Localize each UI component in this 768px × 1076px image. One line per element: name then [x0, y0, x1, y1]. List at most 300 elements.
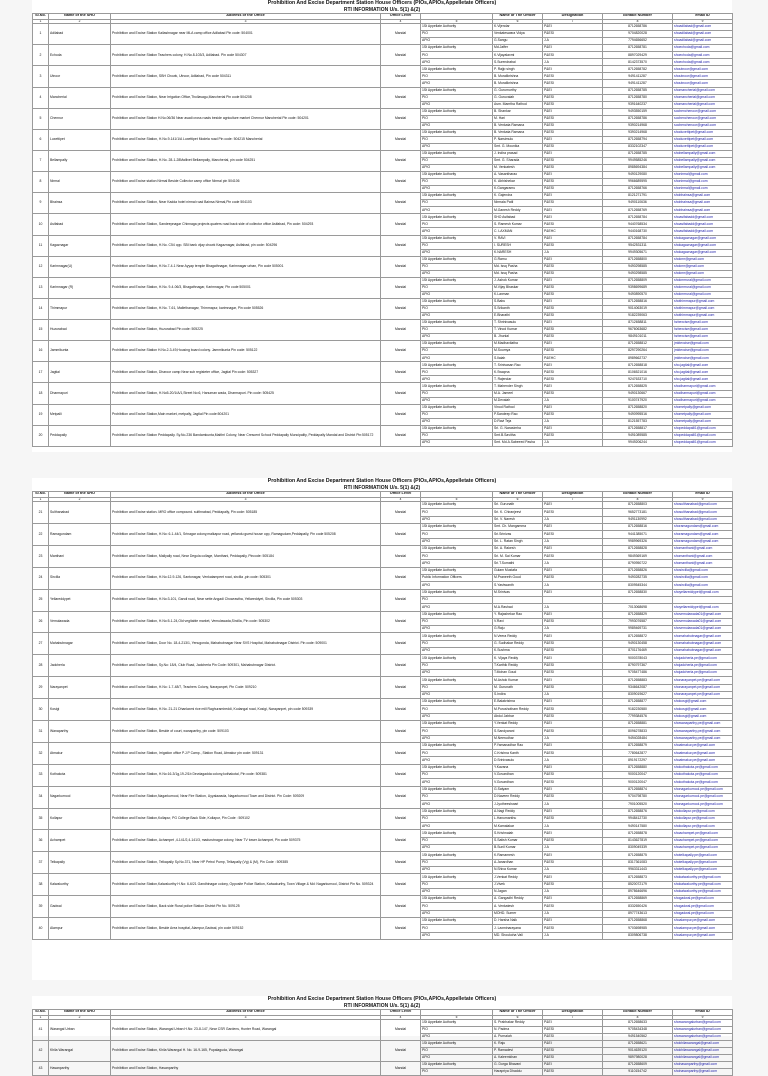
officer-name: Sri.Srinivas — [493, 531, 543, 538]
office-level: Mandal — [381, 896, 421, 918]
office-address: Prohibition and Excise Station, H.No:5-1-24,Old vegitable market, Vemulawada,Sircilla, Pin code: 505302 — [111, 611, 381, 633]
officer-role: 1St Appellate Authority — [421, 721, 493, 728]
serial-number: 1 — [33, 24, 49, 45]
contact-number: 8701176469 — [603, 648, 673, 655]
column-header: contact Number — [603, 14, 673, 20]
contact-number: 8297290264 — [603, 348, 673, 355]
table-row — [33, 786, 733, 793]
officer-name: A. Gangadhi Reddy — [493, 896, 543, 903]
officer-name: J. Ashok Kumar — [493, 277, 543, 284]
designation: P&ESI — [543, 313, 603, 320]
officer-name: Md. Issq Pasha — [493, 270, 543, 277]
officer-name: Smt. Ch. Mangamma — [493, 523, 543, 530]
officer-role: PIO — [421, 369, 493, 376]
officer-name: M.Madhavilatha — [493, 341, 543, 348]
officer-name: N.Veera Reddy — [493, 633, 543, 640]
officer-name: J.Vivek — [493, 881, 543, 888]
designation: P&ESI — [543, 713, 603, 720]
officer-name: V.Ravi — [493, 618, 543, 625]
officer-role: APIO — [421, 779, 493, 786]
officer-role: APIO — [421, 291, 493, 298]
office-level: Mandal — [381, 362, 421, 383]
contact-number: 8977743613 — [603, 910, 673, 917]
designation: P&ESI — [543, 31, 603, 38]
office-level: Mandal — [381, 298, 421, 319]
office-address: Prohibition and Excise Station, SBH Chowk, Utnoor, Adilabad, Pin code 504311 — [111, 66, 381, 87]
officer-role: PIO — [421, 284, 493, 291]
officer-role: APIO — [421, 866, 493, 873]
contact-number: 9490890570 — [603, 291, 673, 298]
sho-name: Mahabubnagar — [49, 633, 111, 655]
officer-role: PIO — [421, 221, 493, 228]
officer-role: PIO — [421, 73, 493, 80]
contact-number: 9490130458 — [603, 640, 673, 647]
officer-name: D.Srinivasulu — [493, 757, 543, 764]
email-id: shoduxettipet@gmail.com — [673, 136, 733, 143]
officer-role: 1St Appellate Authority — [421, 545, 493, 552]
contact-number: 7794656652 — [603, 38, 673, 45]
office-level: Mandal — [381, 235, 421, 256]
serial-number: 39 — [33, 896, 49, 918]
office-level: Mandal — [381, 87, 421, 108]
officer-role: APIO — [421, 691, 493, 698]
officer-role: Public Information Officers — [421, 575, 493, 582]
table-row — [33, 24, 733, 31]
designation: P&ESI — [543, 662, 603, 669]
sho-name: Dharmapuri — [49, 383, 111, 404]
office-level: Mandal — [381, 425, 421, 446]
office-level: Mandal — [381, 1062, 421, 1076]
officer-role: PIO — [421, 881, 493, 888]
officer-name: I. SURESH — [493, 242, 543, 249]
email-id: shonarayanpet.pe@gmail.com — [673, 691, 733, 698]
email-id: shothimmapur@gmail.com — [673, 313, 733, 320]
designation: P&ESI — [543, 186, 603, 193]
office-level: Mandal — [381, 214, 421, 235]
email-id: shojadcherla.pe@gmail.com — [673, 655, 733, 662]
officer-role: APIO — [421, 516, 493, 523]
column-number: 5 — [421, 19, 493, 24]
contact-number: 8712658816 — [603, 298, 673, 305]
office-address: Prohibition and Excise Station, H.No. 7-61, Mallethanagar, Thimmapur, karimnagar, Pin code 505526 — [111, 298, 381, 319]
officer-role: PIO — [421, 772, 493, 779]
designation: P&ESI — [543, 531, 603, 538]
officer-name: G. Guruvaiah — [493, 94, 543, 101]
column-number: 9 — [673, 1015, 733, 1020]
sheet-page-3 — [32, 996, 732, 1074]
contact-number: 9490995516 — [603, 411, 673, 418]
contact-number: 8712658812 — [603, 341, 673, 348]
office-address: Prohibition and Excise Station, Door No. 18-4-213/1, Yenugonda, Mahabubnagar Near SVS Hospital, Mahabubnagar District. Pin code: 509001 — [111, 633, 381, 655]
document-subtitle: RTI INFORMATION U/s. 5(1) &(2) — [343, 7, 421, 13]
sho-name: Vemulawada — [49, 611, 111, 633]
designation: P&EI — [543, 830, 603, 837]
designation: J.A — [543, 866, 603, 873]
table-row — [33, 320, 733, 327]
designation: J.A — [543, 691, 603, 698]
column-number: 6 — [493, 19, 543, 24]
office-address: Prohibition and Excise Station, H.No.7-4-1 Near Ayyap temple Bhagathnagar, Karimnagar urban, Pin code 505001 — [111, 256, 381, 277]
contact-number: 8790797367 — [603, 662, 673, 669]
table-row — [33, 874, 733, 881]
table-row — [33, 193, 733, 200]
email-id: shomahabubnagar@gmail.com — [673, 640, 733, 647]
email-id: hzbexcise@gmail.com — [673, 334, 733, 341]
contact-number: 9000120047 — [603, 772, 673, 779]
officer-role: PIO — [421, 115, 493, 122]
sho-name: Gadwal — [49, 896, 111, 918]
officer-name: M.Vijay Bhaskar — [493, 284, 543, 291]
contact-number: 9949206244 — [603, 439, 673, 446]
column-header: Name of The Officer — [493, 492, 543, 498]
officer-name: N.Jagan — [493, 888, 543, 895]
designation: P&EI — [543, 362, 603, 369]
office-level: Mandal — [381, 545, 421, 567]
contact-number: 8712658868 — [603, 918, 673, 925]
contact-number: 8712658876 — [603, 808, 673, 815]
designation: P&ESI — [543, 369, 603, 376]
designation: P&EI — [543, 1041, 603, 1048]
designation: P&ESI — [543, 779, 603, 786]
sho-name: Yellareddypet — [49, 589, 111, 611]
contact-number: 9705434348 — [603, 1027, 673, 1034]
email-id: shokosgi@gmail.com — [673, 706, 733, 713]
officer-name: S.Babu — [493, 298, 543, 305]
column-number: 7 — [543, 19, 603, 24]
officer-role: PIO — [421, 859, 493, 866]
designation: P&ESI — [543, 648, 603, 655]
email-id: hzbexcise@gmail.com — [673, 320, 733, 327]
office-address: Prohibition and Excise Station, H.No.9-141/1/A Luxettipet Modela road Pin code: 504215 Mancherial — [111, 129, 381, 150]
contact-number: 7993076587 — [603, 618, 673, 625]
email-id: shoadilabad@gmail.com — [673, 38, 733, 45]
email-id: shoasifabadd@gmail.com — [673, 214, 733, 221]
officer-role: PIO — [421, 411, 493, 418]
designation: P&EI — [543, 589, 603, 596]
designation: P&EI — [543, 207, 603, 214]
office-address: Prohibition and Excise Station,Kollapur, PG College Back Side, Kollapur, Pin Code : 509102 — [111, 808, 381, 830]
column-number: 1 — [33, 1015, 49, 1020]
contact-number: 8712658879 — [603, 742, 673, 749]
contact-number: 8143627819 — [603, 837, 673, 844]
serial-number: 19 — [33, 404, 49, 425]
serial-number: 26 — [33, 611, 49, 633]
column-number: 8 — [603, 19, 673, 24]
officer-name: Asm. Mamtha Rathod — [493, 101, 543, 108]
contact-number: 8712658786 — [603, 115, 673, 122]
designation: P&EI — [543, 545, 603, 552]
document-subtitle: RTI INFORMATION U/s. 5(1) &(2) — [343, 485, 421, 491]
office-level: Mandal — [381, 918, 421, 940]
sheet-page-1 — [32, 0, 732, 452]
office-address: Prohibition and Excise Station, Near Irrigation Office,Thollavagu,Mancherial Pin code 504208 — [111, 87, 381, 108]
designation: P&EI — [543, 567, 603, 574]
contact-number: 9493550159 — [603, 108, 673, 115]
serial-number: 34 — [33, 786, 49, 808]
officer-role: APIO — [421, 101, 493, 108]
column-header: Sl.No. — [33, 14, 49, 20]
table-row — [33, 1062, 733, 1069]
table-row — [33, 277, 733, 284]
officer-name: Smt.B.Savitha — [493, 432, 543, 439]
serial-number: 14 — [33, 298, 49, 319]
contact-number: 9014639120 — [603, 1048, 673, 1055]
officer-name: G.Satyam — [493, 786, 543, 793]
officer-role: PIO — [421, 531, 493, 538]
email-id: shogadwal.pe@gmail.com — [673, 903, 733, 910]
email-id: shoramagundam@gmail.com — [673, 538, 733, 545]
designation: P&ESI — [543, 815, 603, 822]
designation: P&ESI — [543, 52, 603, 59]
officer-role: 1St Appellate Authority — [421, 699, 493, 706]
officer-role: APIO — [421, 801, 493, 808]
contact-number: 9966689595 — [603, 179, 673, 186]
officer-name: S.Krishnaiah — [493, 830, 543, 837]
office-level: Mandal — [381, 764, 421, 786]
officer-name: D.Naveen Reddy — [493, 793, 543, 800]
officer-role: PIO — [421, 94, 493, 101]
email-id: shobellampally@gmail.com — [673, 150, 733, 157]
email-id: shokagaznagar@gmail.com — [673, 235, 733, 242]
email-id: shohasanparthy@gmail.com — [673, 1069, 733, 1076]
officer-role: PIO — [421, 837, 493, 844]
officer-role: 1St Appellate Authority — [421, 786, 493, 793]
column-number: 8 — [603, 497, 673, 502]
office-level: Mandal — [381, 193, 421, 214]
column-number: 5 — [421, 497, 493, 502]
contact-number: 9989469731 — [603, 626, 673, 633]
contact-number: 9949305671 — [603, 249, 673, 256]
column-header: Office Level — [381, 14, 421, 20]
officer-name: M.Neerudhar — [493, 735, 543, 742]
column-number: 4 — [381, 1015, 421, 1020]
designation: P&ESI — [543, 793, 603, 800]
email-id: shokollapur.pe@gmail.com — [673, 808, 733, 815]
officer-role: PIO — [421, 31, 493, 38]
table-row — [33, 214, 733, 221]
column-number: 3 — [111, 1015, 381, 1020]
designation: P&ESI — [543, 640, 603, 647]
designation: P&ESI — [543, 837, 603, 844]
email-id: shoyellareddypet@gmail.com — [673, 589, 733, 596]
office-address: Prohibition and Excise Station, Warangal Urban H.No: 23-8-147, Near CSR Gardens, Hunter Road, Warangal — [111, 1020, 381, 1041]
designation: P&ESI — [543, 122, 603, 129]
contact-number: 9346642087 — [603, 684, 673, 691]
designation: P&EI — [543, 1062, 603, 1069]
designation: P&EI — [543, 721, 603, 728]
office-level: Mandal — [381, 742, 421, 764]
designation: P&EI — [543, 852, 603, 859]
designation: P&ESI — [543, 925, 603, 932]
email-id: shosircilla@gmail.com — [673, 567, 733, 574]
officer-name: J. Indira prasad — [493, 150, 543, 157]
office-level: Mandal — [381, 404, 421, 425]
email-id: shosulthanabad@gmail.com — [673, 516, 733, 523]
officer-name: Nirmala Patil — [493, 200, 543, 207]
officer-role: APIO — [421, 1055, 493, 1062]
designation: P&ESI — [543, 575, 603, 582]
email-id: shonarayanpet.pe@gmail.com — [673, 684, 733, 691]
email-id: shonagarkurnool.pe@gmail.com — [673, 786, 733, 793]
table-row — [33, 108, 733, 115]
designation: P&ESI — [543, 376, 603, 383]
sho-name: Alampur — [49, 918, 111, 940]
officer-name: M.Srinivas — [493, 589, 543, 596]
contact-number: 8978646696 — [603, 888, 673, 895]
contact-number: 9705477486 — [603, 669, 673, 676]
office-level: Mandal — [381, 611, 421, 633]
officer-name: J.Venkat Reddy — [493, 874, 543, 881]
officer-name: S.Yashwanth — [493, 582, 543, 589]
officer-role: PIO — [421, 157, 493, 164]
designation: P&ESI — [543, 411, 603, 418]
officer-name: T.Mohan Goud — [493, 669, 543, 676]
contact-number: 9398699689 — [603, 284, 673, 291]
officer-role: PIO — [421, 640, 493, 647]
officer-name: T. Shrinivasulu — [493, 320, 543, 327]
serial-number: 18 — [33, 383, 49, 404]
email-id: shoasifabadd@gmail.com — [673, 221, 733, 228]
designation: J.A — [543, 418, 603, 425]
column-header: Name of the SHO — [49, 1010, 111, 1016]
email-id: shojadcherla.pe@gmail.com — [673, 669, 733, 676]
column-number: 4 — [381, 19, 421, 24]
email-id: sochenchenoor@gmail.com — [673, 122, 733, 129]
table-row — [33, 830, 733, 837]
email-id: shobhainsa@gmail.com — [673, 193, 733, 200]
officer-role: APIO — [421, 845, 493, 852]
contact-number: 9652773181 — [603, 509, 673, 516]
table-row — [33, 633, 733, 640]
serial-number: 15 — [33, 320, 49, 341]
officer-role: APIO — [421, 648, 493, 655]
officer-role: APIO — [421, 735, 493, 742]
designation: P&ESI — [543, 618, 603, 625]
designation: P&EI — [543, 320, 603, 327]
designation: P&ESI — [543, 129, 603, 136]
officer-role: 1St Appellate Authority — [421, 193, 493, 200]
office-address: Prohibition and Excise Station, Mallyally road, Near Degula collage, Manthani, Peddapally, Pincode: 505184 — [111, 545, 381, 567]
office-level: Mandal — [381, 852, 421, 874]
contact-number: 8712658780 — [603, 94, 673, 101]
officer-name: P. Narsimulu — [493, 136, 543, 143]
email-id: shokagaznagar@gmail.com — [673, 242, 733, 249]
officer-role: PIO — [421, 1027, 493, 1034]
column-number: 1 — [33, 497, 49, 502]
email-id — [673, 596, 733, 603]
table-row — [33, 742, 733, 749]
contact-number: 9014063019 — [603, 305, 673, 312]
sho-name: Warangal Urban — [49, 1020, 111, 1041]
office-level: Mandal — [381, 523, 421, 545]
office-address: Prohibition and Excise Station, Dharoor camp Near sub registeter office, Jagtial Pin code: 505327 — [111, 362, 381, 383]
sho-table — [32, 1009, 733, 1076]
officer-name: Sri. G. Narasimha — [493, 425, 543, 432]
designation: P&ESI — [543, 94, 603, 101]
designation: P&EI — [543, 404, 603, 411]
email-id: shobhainsa@gmail.com — [673, 207, 733, 214]
officer-name: Vinod Rathod — [493, 404, 543, 411]
officer-name: S.Sandyarani — [493, 728, 543, 735]
officer-role: PIO — [421, 815, 493, 822]
office-address: Prohibition and Excise Station, H.No: 6-1-44/1, Srinagar colony,malkapur road, yellandu guest house opp, Ramagudam,Peddapally, Pin code 505208 — [111, 523, 381, 545]
table-row — [33, 298, 733, 305]
officer-name: B. Shankar — [493, 108, 543, 115]
sho-name: Telkapally — [49, 852, 111, 874]
contact-number: 9491411287 — [603, 80, 673, 87]
officer-role: 1St Appellate Authority — [421, 502, 493, 509]
email-id: shometpally@gmail.com — [673, 404, 733, 411]
officer-name: Venkateswara Vidya — [493, 31, 543, 38]
officer-name: K.NARESH — [493, 249, 543, 256]
email-id: shokmr@gmail.com — [673, 270, 733, 277]
officer-name: P. Ramadevi — [493, 1048, 543, 1055]
officer-name: V. RAVI — [493, 235, 543, 242]
designation: P&ESI — [543, 334, 603, 341]
table-row — [33, 611, 733, 618]
officer-name: MOHD. Sumer — [493, 910, 543, 917]
officer-role: 1St Appellate Authority — [421, 277, 493, 284]
email-id: shokhilawarangal@gmail.com — [673, 1055, 733, 1062]
email-id: shokothakota.pe@gmail.com — [673, 779, 733, 786]
email-id: shokollapur.pe@gmail.com — [673, 823, 733, 830]
officer-name: N. Padma — [493, 1027, 543, 1034]
contact-number: 8712658880 — [603, 764, 673, 771]
serial-number: 21 — [33, 502, 49, 524]
officer-role: 1St Appellate Authority — [421, 87, 493, 94]
officer-name: S.Indira — [493, 691, 543, 698]
officer-role: 1St Appellate Authority — [421, 1041, 493, 1048]
officer-role: APIO — [421, 560, 493, 567]
officer-role: 1St Appellate Authority — [421, 611, 493, 618]
officer-role: APIO — [421, 355, 493, 362]
table-row — [33, 87, 733, 94]
officer-name — [493, 596, 543, 603]
email-id: shovemulawada01@gmail.com — [673, 611, 733, 618]
designation: P&EI — [543, 655, 603, 662]
officer-role: 1St Appellate Authority — [421, 108, 493, 115]
email-id: shotelkapally.pe@gmail.com — [673, 859, 733, 866]
contact-number: 8712658809 — [603, 277, 673, 284]
serial-number: 9 — [33, 193, 49, 214]
officer-name: A. Kaleemkhan — [493, 1055, 543, 1062]
officer-role: APIO — [421, 669, 493, 676]
officer-name: Smt. G. Mounika — [493, 143, 543, 150]
officer-name: S. Prabhakar Reddy — [493, 1020, 543, 1027]
sho-name: Manthani — [49, 545, 111, 567]
officer-name: Md.Jaffer — [493, 45, 543, 52]
officer-role: APIO — [421, 80, 493, 87]
email-id: shokalwakurthy.pe@gmail.com — [673, 881, 733, 888]
email-id: shokothakota.pe@gmail.com — [673, 764, 733, 771]
contact-number: 8989662737 — [603, 355, 673, 362]
column-header: Office Level — [381, 1010, 421, 1016]
designation: P&ESI — [543, 165, 603, 172]
contact-number: 9542531311 — [603, 242, 673, 249]
officer-name: G.Ramu — [493, 256, 543, 263]
designation: P&ESI — [543, 728, 603, 735]
email-id: showarangalurban@gmail.com — [673, 1020, 733, 1027]
contact-number: 8712658874 — [603, 786, 673, 793]
serial-number: 11 — [33, 235, 49, 256]
serial-number: 36 — [33, 830, 49, 852]
contact-number: 8712658877 — [603, 699, 673, 706]
email-id: shosircilla@gmail.com — [673, 575, 733, 582]
designation: P&ESI — [543, 903, 603, 910]
officer-role: 1St Appellate Authority — [421, 808, 493, 815]
serial-number: 8 — [33, 172, 49, 193]
office-level: Mandal — [381, 24, 421, 45]
